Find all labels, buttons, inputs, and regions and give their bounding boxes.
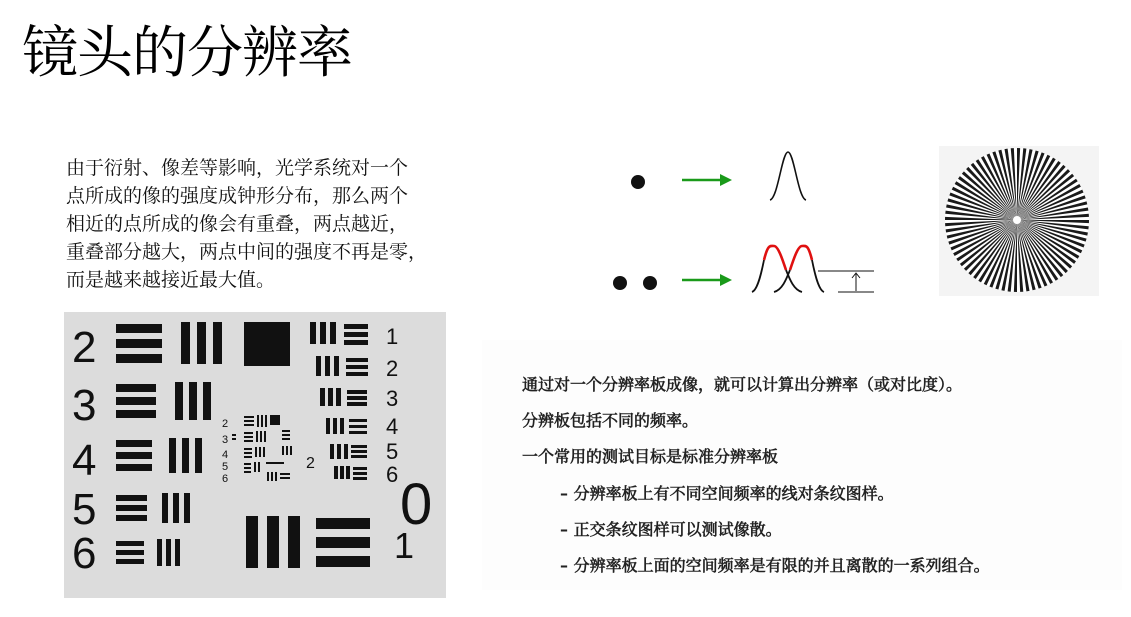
paragraph-line: 相近的点所成的像会有重叠，两点越近， [66,213,409,235]
bell-curve-single [770,152,806,200]
paragraph-line: 而是越来越接近最大值。 [66,269,276,291]
usaf-label-right-3: 3 [386,386,399,411]
usaf-label-right-1: 1 [386,324,399,349]
usaf-label-right-2: 2 [386,356,399,381]
usaf-inner-label: 2 [222,418,229,430]
usaf-label-right-4: 4 [386,414,399,439]
note-line: 一个常用的测试目标是标准分辨率板 [522,447,779,466]
usaf-inner-label: 2 [306,455,315,472]
paragraph-line: 由于衍射、像差等影响，光学系统对一个 [66,157,409,179]
note-bullet: – 正交条纹图样可以测试像散。 [560,520,782,539]
arrow-icon [682,174,732,186]
point-b [643,276,657,290]
note-bullet: – 分辨率板上有不同空间频率的线对条纹图样。 [560,484,894,503]
usaf-label-zero: 0 [400,472,433,537]
note-bullet: – 分辨率板上面的空间频率是有限的并且离散的一系列组合。 [560,556,990,575]
point-a [613,276,627,290]
usaf-label-right-6: 6 [386,462,399,487]
usaf-inner-label: 5 [222,461,229,473]
usaf-label-left-6: 6 [72,529,97,578]
page-title: 镜头的分辨率 [22,21,352,86]
resolution-chart-notes [482,340,1122,590]
siemens-star-target [939,146,1099,296]
arrow-icon [682,274,732,286]
usaf-inner-label: 3 [222,434,229,446]
paragraph-line: 点所成的像的强度成钟形分布，那么两个 [66,185,409,207]
single-point [631,175,645,189]
bell-curve-left-tail [752,260,764,292]
note-line: 分辨板包括不同的频率。 [522,411,699,430]
point-overlap-diagram [598,140,898,315]
usaf-resolution-target [64,312,446,598]
usaf-label-left-3: 3 [72,381,97,430]
usaf-label-left-4: 4 [72,436,97,485]
note-line: 通过对一个分辨率板成像，就可以计算出分辨率（或对比度）。 [522,375,963,394]
usaf-label-left-2: 2 [72,323,97,372]
usaf-inner-label: 4 [222,449,229,461]
height-marker-icon [852,273,860,291]
usaf-label-one: 1 [394,525,415,566]
bell-curve-right-rest [812,260,824,292]
usaf-label-left-5: 5 [72,485,97,534]
star-center [1013,216,1021,224]
explanation-paragraph [66,154,516,294]
paragraph-line: 重叠部分越大，两点中间的强度不再是零， [66,241,428,263]
bell-curve-left-top [764,246,786,270]
usaf-label-right-5: 5 [386,439,399,464]
bell-curve-right-top [790,246,812,270]
usaf-inner-label: 6 [222,473,229,485]
